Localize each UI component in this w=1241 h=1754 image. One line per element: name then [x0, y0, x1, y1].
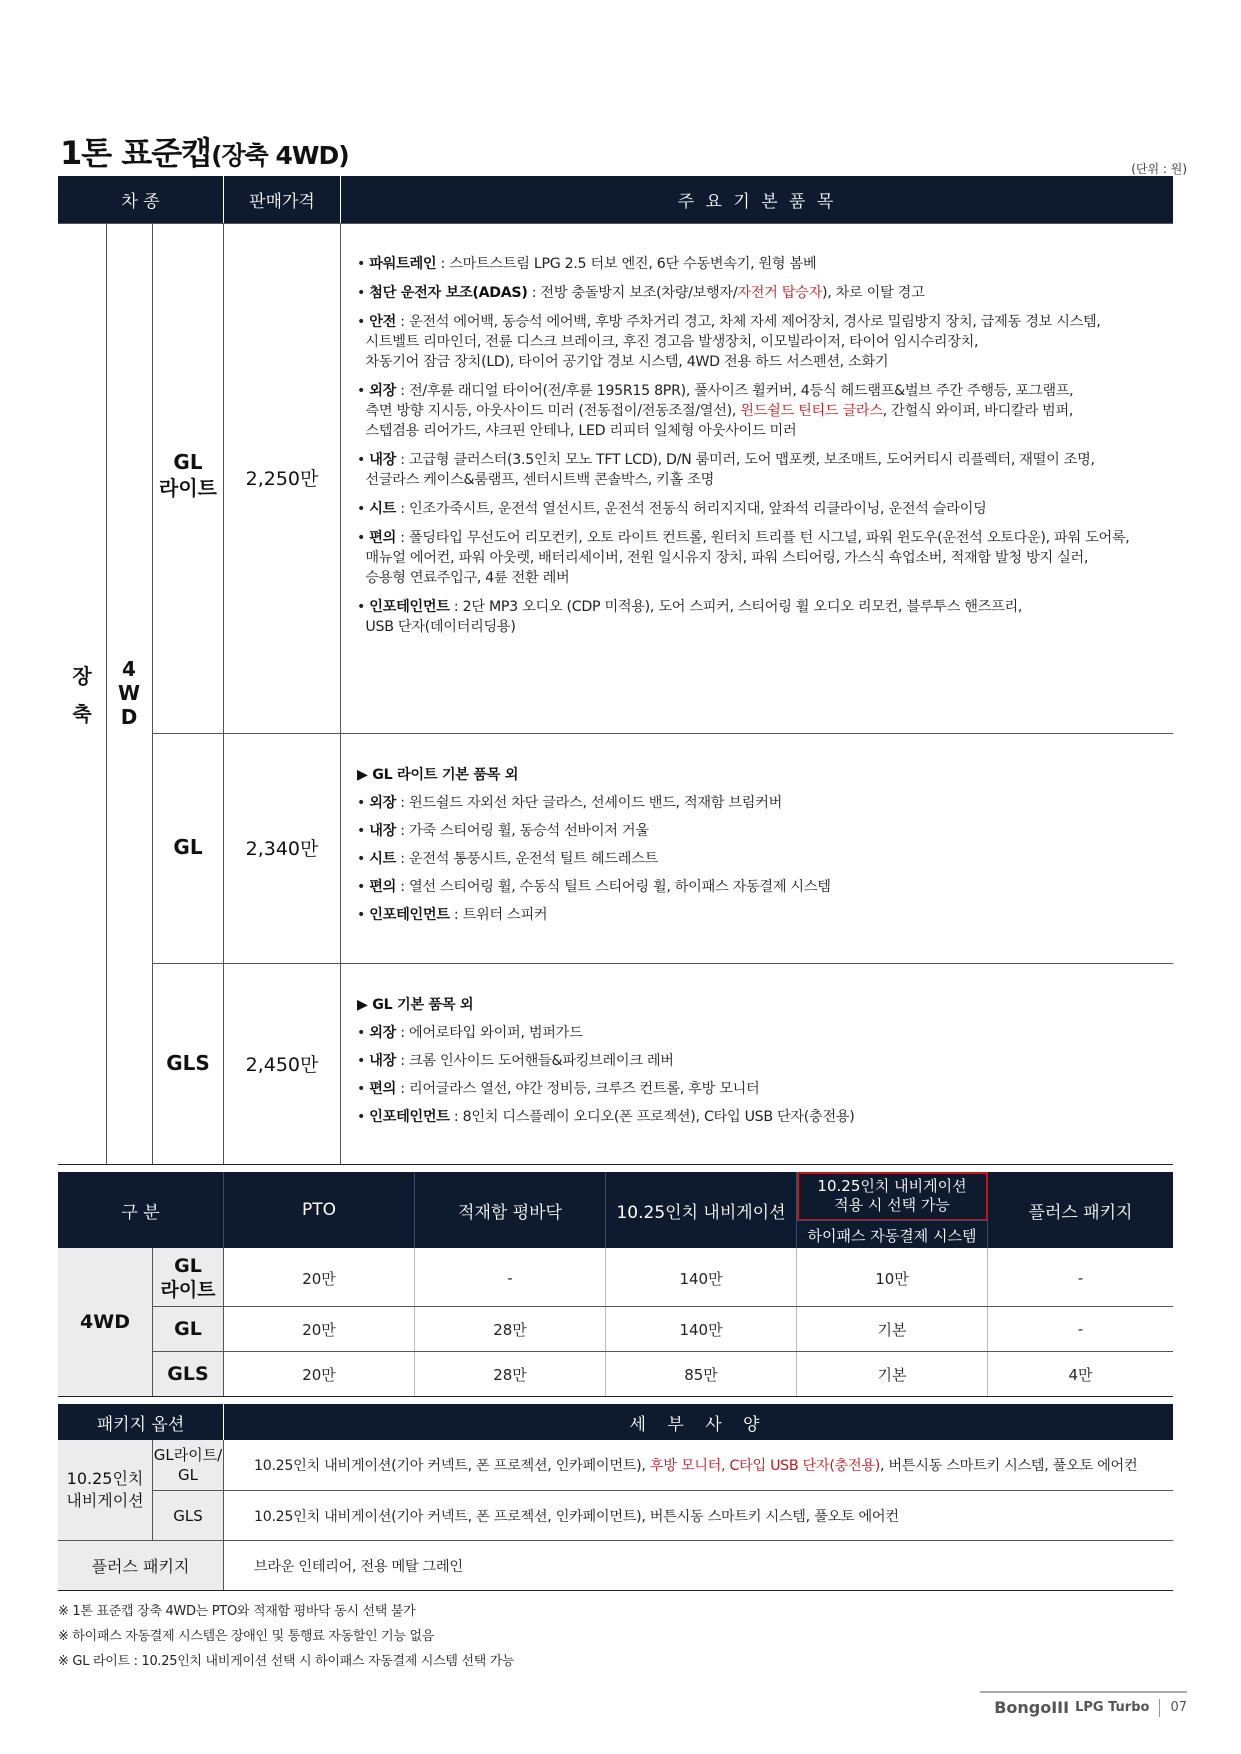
- list-item: • 외장 : 에어로타입 와이퍼, 범퍼가드: [357, 1025, 583, 1041]
- footer-brand: BongoIII: [994, 1698, 1070, 1717]
- opt-model-gl-light: GL 라이트: [160, 1255, 216, 1301]
- table-divider: [414, 1172, 415, 1248]
- section-heading: ▶ GL 기본 품목 외: [357, 997, 474, 1013]
- table-cell: 10만: [875, 1269, 909, 1288]
- opt-header-pto: PTO: [224, 1172, 414, 1248]
- table-cell: 20만: [302, 1320, 336, 1339]
- table-cell: 140만: [679, 1269, 723, 1288]
- opt-model-gl: GL: [174, 1318, 202, 1340]
- row-divider: [152, 963, 1173, 964]
- price-gl: 2,340만: [245, 837, 319, 860]
- list-item: • 편의 : 리어글라스 열선, 야간 정비등, 크루즈 컨트롤, 후방 모니터: [357, 1081, 760, 1097]
- header-price: 판매가격: [224, 176, 340, 223]
- pkg-model-gls: GLS: [173, 1506, 203, 1525]
- table-cell: 85만: [684, 1365, 718, 1384]
- footer-model: LPG Turbo: [1075, 1700, 1150, 1715]
- list-item: • 편의 : 열선 스티어링 휠, 수동식 틸트 스티어링 휠, 하이패스 자동결제 시스템: [357, 879, 831, 895]
- list-item: • 첨단 운전자 보조(ADAS) : 전방 충돌방지 보조(차량/보행자/자전거 탑승자), 차로 이탈 경고: [357, 285, 925, 301]
- list-item: • 인포테인먼트 : 8인치 디스플레이 오디오(폰 프로젝션), C타입 USB 단자(충전용): [357, 1109, 855, 1125]
- model-gl: GL: [173, 835, 203, 859]
- footnote: ※ 1톤 표준캡 장축 4WD는 PTO와 적재함 평바닥 동시 선택 불가: [58, 1604, 416, 1619]
- pkg-detail-gls: 10.25인치 내비게이션(기아 커넥트, 폰 프로젝션, 인카페이먼트), 버튼시동 스마트키 시스템, 풀오토 에어컨: [254, 1508, 899, 1525]
- list-item: • 외장 : 전/후륜 래디얼 타이어(전/후륜 195R15 8PR), 풀사이즈 휠커버, 4등식 헤드램프&벌브 주간 주행등, 포그램프, 측면 방향 지시등, 아웃사이드 미러 (전동접이/전동조절/열선), 윈드쉴드 틴티드 글라스, 간헐식 와이퍼, 바디칼라 범퍼, 스텝겸용 리어가드, 샤크핀 안테나, LED 리피터 일체형 아웃사이드 미러: [357, 383, 1074, 439]
- opt-header-category: 구 분: [58, 1172, 223, 1248]
- features-gl-light: [357, 254, 1167, 646]
- group-drive: 4 W D: [117, 657, 141, 729]
- opt-header-navi-note: 10.25인치 내비게이션 적용 시 선택 가능: [797, 1172, 987, 1220]
- row-divider: [58, 1396, 1173, 1397]
- pkg-navi-label: 10.25인치 내비게이션: [66, 1469, 144, 1510]
- table-divider: [152, 223, 153, 1164]
- pkg-detail-gl: 10.25인치 내비게이션(기아 커넥트, 폰 프로젝션, 인카페이먼트), 후방 모니터, C타입 USB 단자(충전용), 버튼시동 스마트키 시스템, 풀오토 에어컨: [254, 1458, 1138, 1474]
- table-cell: 기본: [877, 1365, 907, 1384]
- table-divider: [605, 1172, 606, 1248]
- table-cell: 28만: [493, 1320, 527, 1339]
- list-item: • 내장 : 가죽 스티어링 휠, 동승석 선바이저 거울: [357, 823, 649, 839]
- table-cell: 140만: [679, 1320, 723, 1339]
- navi-note-highlight: [797, 1172, 988, 1221]
- list-item: • 내장 : 크롬 인사이드 도어핸들&파킹브레이크 레버: [357, 1053, 674, 1069]
- table-divider: [223, 1172, 224, 1248]
- list-item: • 시트 : 운전석 통풍시트, 운전석 틸트 헤드레스트: [357, 851, 658, 867]
- table-cell: 20만: [302, 1365, 336, 1384]
- row-divider: [152, 733, 1173, 734]
- table-divider: [796, 1172, 797, 1248]
- table-divider: [796, 1220, 987, 1221]
- footnote: ※ 하이패스 자동결제 시스템은 장애인 및 통행료 자동할인 기능 없음: [58, 1629, 435, 1644]
- table-cell: 4만: [1068, 1365, 1093, 1384]
- table-cell: -: [1077, 1320, 1084, 1338]
- model-gls: GLS: [166, 1051, 210, 1075]
- table-divider: [340, 223, 341, 1164]
- pkg-detail-plus: 브라운 인테리어, 전용 메탈 그레인: [254, 1558, 463, 1575]
- price-gls: 2,450만: [245, 1053, 319, 1076]
- list-item: • 시트 : 인조가죽시트, 운전석 열선시트, 운전석 전동식 허리지지대, 앞좌석 리클라이닝, 운전석 슬라이딩: [357, 501, 987, 517]
- price-gl-light: 2,250만: [245, 467, 319, 490]
- footer: [994, 1698, 1187, 1717]
- table-border: [58, 223, 1173, 224]
- pkg-header-detail: 세 부 사 양: [224, 1404, 1173, 1440]
- table-cell: 기본: [877, 1320, 907, 1339]
- footer-rule: [980, 1691, 1187, 1693]
- unit-note: (단위 : 원): [1131, 162, 1187, 176]
- table-cell: 28만: [493, 1365, 527, 1384]
- list-item: • 인포테인먼트 : 트위터 스피커: [357, 907, 548, 923]
- list-item: • 인포테인먼트 : 2단 MP3 오디오 (CDP 미적용), 도어 스피커, 스티어링 휠 오디오 리모컨, 블루투스 핸즈프리, USB 단자(데이터리딩용): [357, 599, 1023, 635]
- opt-model-gls: GLS: [167, 1363, 209, 1385]
- list-item: • 내장 : 고급형 클러스터(3.5인치 모노 TFT LCD), D/N 룸미러, 도어 맵포켓, 보조매트, 도어커티시 리플렉터, 재떨이 조명, 선글라스 케이스&룸램프, 센터시트백 콘솔박스, 키홀 조명: [357, 452, 1095, 488]
- header-model: 차 종: [58, 176, 223, 223]
- opt-drive: 4WD: [80, 1311, 130, 1333]
- list-item: • 파워트레인 : 스마트스트림 LPG 2.5 터보 엔진, 6단 수동변속기, 원형 봄베: [357, 256, 817, 272]
- table-border: [58, 1164, 1173, 1165]
- footer-separator: [1159, 1699, 1160, 1717]
- list-item: • 안전 : 운전석 에어백, 동승석 에어백, 후방 주차거리 경고, 차체 자세 제어장치, 경사로 밀림방지 장치, 급제동 경보 시스템, 시트벨트 리마인더, 전륜 디스크 브레이크, 후진 경고음 발생장치, 이모빌라이저, 타이어 임시수리장치, 차동기어 잠금 장치(LD), 타이어 공기압 경보 시스템, 4WD 전용 하드 서스펜션, 소화기: [357, 314, 1101, 370]
- pkg-header-option: 패키지 옵션: [58, 1404, 223, 1440]
- opt-header-navi: 10.25인치 내비게이션: [606, 1172, 796, 1248]
- table-divider: [223, 1440, 224, 1590]
- footnote: ※ GL 라이트 : 10.25인치 내비게이션 선택 시 하이패스 자동결제 시스템 선택 가능: [58, 1654, 515, 1669]
- page-number: 07: [1170, 1700, 1187, 1715]
- row-divider: [58, 1590, 1173, 1591]
- list-item: • 편의 : 폴딩타입 무선도어 리모컨키, 오토 라이트 컨트롤, 원터치 트리플 턴 시그널, 파워 윈도우(운전석 오토다운), 파워 도어록, 매뉴얼 에어컨, 파워 아웃렛, 배터리세이버, 전원 일시유지 장치, 파워 스티어링, 가스식 쇽업소버, 적재함 발청 방지 실러, 승용형 연료주입구, 4륜 전환 레버: [357, 530, 1130, 586]
- model-gl-light: GL 라이트: [159, 450, 217, 500]
- opt-header-floor: 적재함 평바닥: [415, 1172, 605, 1248]
- table-divider: [987, 1172, 988, 1248]
- features-gls: [357, 995, 1167, 1135]
- page-title: 1톤 표준캡(장축 4WD): [60, 134, 349, 172]
- group-axle: 장 축: [72, 664, 92, 726]
- pkg-plus-label: 플러스 패키지: [91, 1557, 190, 1576]
- opt-header-plus: 플러스 패키지: [988, 1172, 1173, 1248]
- pkg-model-gl: GL라이트/ GL: [153, 1446, 223, 1484]
- features-gl: [357, 765, 1167, 933]
- table-divider: [223, 223, 224, 1164]
- table-cell: -: [1077, 1269, 1084, 1287]
- opt-header-hipass: 하이패스 자동결제 시스템: [797, 1222, 987, 1248]
- table-cell: -: [507, 1269, 513, 1287]
- header-features: 주 요 기 본 품 목: [341, 176, 1173, 223]
- section-heading: ▶ GL 라이트 기본 품목 외: [357, 767, 519, 783]
- table-cell: 20만: [302, 1269, 336, 1288]
- list-item: • 외장 : 윈드쉴드 자외선 차단 글라스, 선셰이드 밴드, 적재함 브림커버: [357, 795, 783, 811]
